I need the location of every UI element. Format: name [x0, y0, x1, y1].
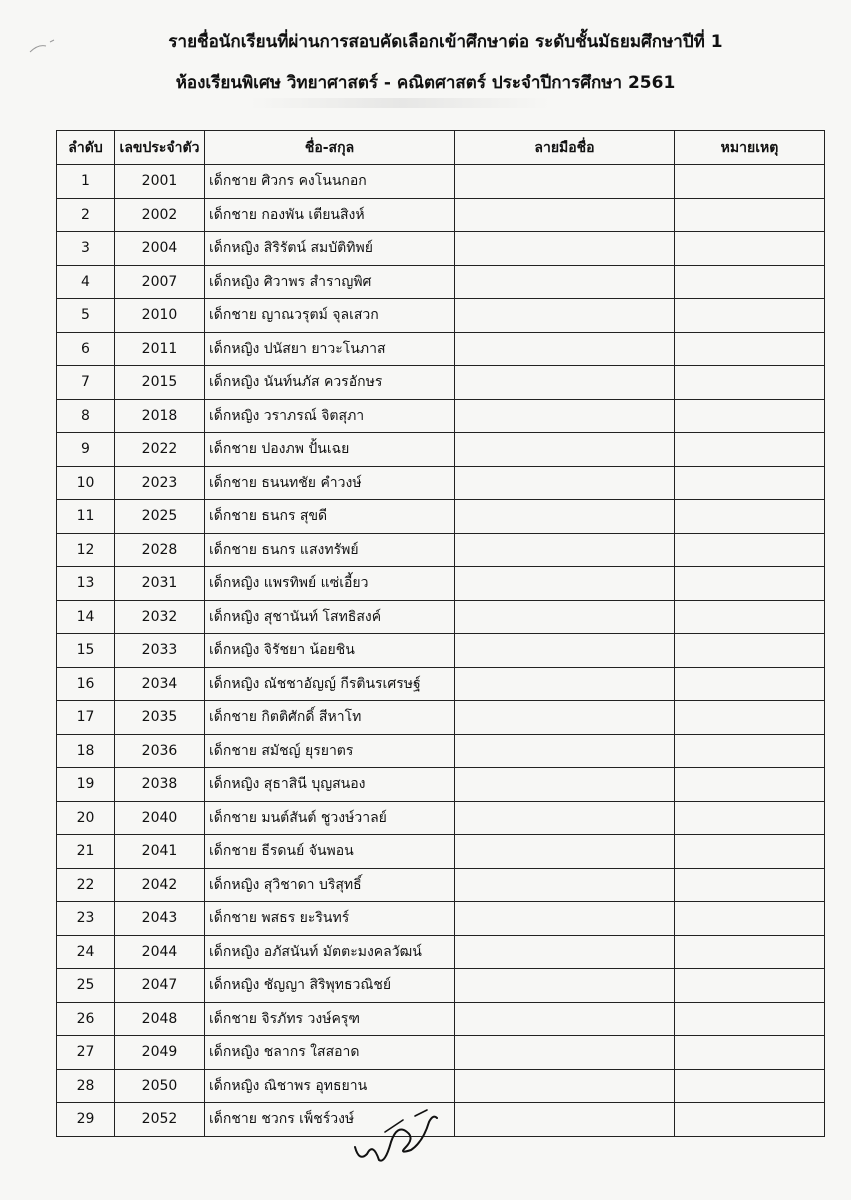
row-order-cell: 10 — [57, 466, 115, 500]
row-signature-cell — [455, 1103, 675, 1137]
row-order-cell: 18 — [57, 734, 115, 768]
row-remarks-cell — [675, 634, 825, 668]
row-order-cell: 7 — [57, 366, 115, 400]
table-row — [57, 165, 825, 199]
row-remarks-cell — [675, 835, 825, 869]
row-signature-cell — [455, 533, 675, 567]
table-row — [57, 1002, 825, 1036]
row-student-id-cell: 2033 — [115, 634, 205, 668]
row-name-cell: เด็กหญิง ชลากร ใสสอาด — [205, 1036, 455, 1070]
row-student-id-cell: 2011 — [115, 332, 205, 366]
row-signature-cell — [455, 935, 675, 969]
row-signature-cell — [455, 165, 675, 199]
column-header-name: ชื่อ-สกุล — [205, 131, 455, 165]
row-name-cell: เด็กหญิง ชัญญา สิริพุทธวณิชย์ — [205, 969, 455, 1003]
row-signature-cell — [455, 1069, 675, 1103]
table-row — [57, 500, 825, 534]
table-row — [57, 466, 825, 500]
row-order-cell: 12 — [57, 533, 115, 567]
row-student-id-cell: 2050 — [115, 1069, 205, 1103]
column-header-order: ลำดับ — [57, 131, 115, 165]
row-signature-cell — [455, 600, 675, 634]
row-name-cell: เด็กชาย สมัชญ์ ยุรยาตร — [205, 734, 455, 768]
row-signature-cell — [455, 399, 675, 433]
row-student-id-cell: 2036 — [115, 734, 205, 768]
table-row — [57, 533, 825, 567]
row-remarks-cell — [675, 533, 825, 567]
table-row — [57, 433, 825, 467]
row-name-cell: เด็กหญิง อภัสนันท์ มัตตะมงคลวัฒน์ — [205, 935, 455, 969]
row-remarks-cell — [675, 232, 825, 266]
row-name-cell: เด็กชาย ปองภพ ปั้นเฉย — [205, 433, 455, 467]
row-signature-cell — [455, 198, 675, 232]
row-remarks-cell — [675, 433, 825, 467]
row-remarks-cell — [675, 366, 825, 400]
row-student-id-cell: 2018 — [115, 399, 205, 433]
row-student-id-cell: 2049 — [115, 1036, 205, 1070]
table-row — [57, 935, 825, 969]
column-header-student-id: เลขประจำตัว — [115, 131, 205, 165]
row-student-id-cell: 2032 — [115, 600, 205, 634]
row-name-cell: เด็กชาย กองพัน เตียนสิงห์ — [205, 198, 455, 232]
row-name-cell: เด็กหญิง สุชานันท์ โสทธิสงค์ — [205, 600, 455, 634]
row-order-cell: 28 — [57, 1069, 115, 1103]
row-name-cell: เด็กหญิง ศิวาพร สำราญพิศ — [205, 265, 455, 299]
row-order-cell: 26 — [57, 1002, 115, 1036]
row-name-cell: เด็กหญิง ณิชาพร อุทธยาน — [205, 1069, 455, 1103]
row-name-cell: เด็กหญิง ณัชชาอัญญ์ กีรตินรเศรษฐ์ — [205, 667, 455, 701]
table-row — [57, 600, 825, 634]
row-remarks-cell — [675, 868, 825, 902]
row-name-cell: เด็กหญิง สุธาสินี บุญสนอง — [205, 768, 455, 802]
row-signature-cell — [455, 1002, 675, 1036]
row-order-cell: 22 — [57, 868, 115, 902]
table-row — [57, 667, 825, 701]
document-title-line-2: ห้องเรียนพิเศษ วิทยาศาสตร์ - คณิตศาสตร์ ประจำปีการศึกษา 2561 — [175, 73, 676, 93]
row-student-id-cell: 2043 — [115, 902, 205, 936]
table-row — [57, 265, 825, 299]
row-signature-cell — [455, 299, 675, 333]
row-remarks-cell — [675, 1103, 825, 1137]
row-signature-cell — [455, 366, 675, 400]
column-header-signature: ลายมือชื่อ — [455, 131, 675, 165]
row-order-cell: 17 — [57, 701, 115, 735]
handwritten-signature — [345, 1102, 445, 1172]
row-order-cell: 3 — [57, 232, 115, 266]
row-remarks-cell — [675, 265, 825, 299]
row-student-id-cell: 2025 — [115, 500, 205, 534]
row-signature-cell — [455, 902, 675, 936]
row-signature-cell — [455, 734, 675, 768]
row-student-id-cell: 2048 — [115, 1002, 205, 1036]
table-row — [57, 768, 825, 802]
row-name-cell: เด็กชาย พสธร ยะรินทร์ — [205, 902, 455, 936]
row-student-id-cell: 2022 — [115, 433, 205, 467]
table-row — [57, 1069, 825, 1103]
row-student-id-cell: 2002 — [115, 198, 205, 232]
row-student-id-cell: 2001 — [115, 165, 205, 199]
row-student-id-cell: 2010 — [115, 299, 205, 333]
document-title-line-1: รายชื่อนักเรียนที่ผ่านการสอบคัดเลือกเข้าศึกษาต่อ ระดับชั้นมัธยมศึกษาปีที่ 1 — [168, 32, 723, 52]
table-row — [57, 701, 825, 735]
row-name-cell: เด็กหญิง นันท์นภัส ควรอักษร — [205, 366, 455, 400]
row-student-id-cell: 2052 — [115, 1103, 205, 1137]
row-student-id-cell: 2015 — [115, 366, 205, 400]
row-order-cell: 16 — [57, 667, 115, 701]
row-signature-cell — [455, 433, 675, 467]
table-row — [57, 399, 825, 433]
row-student-id-cell: 2047 — [115, 969, 205, 1003]
row-student-id-cell: 2042 — [115, 868, 205, 902]
row-student-id-cell: 2044 — [115, 935, 205, 969]
row-signature-cell — [455, 801, 675, 835]
table-row — [57, 366, 825, 400]
row-remarks-cell — [675, 399, 825, 433]
row-name-cell: เด็กหญิง วราภรณ์ จิตสุภา — [205, 399, 455, 433]
row-remarks-cell — [675, 500, 825, 534]
row-student-id-cell: 2007 — [115, 265, 205, 299]
row-name-cell: เด็กหญิง จิรัชยา น้อยชิน — [205, 634, 455, 668]
row-student-id-cell: 2028 — [115, 533, 205, 567]
row-order-cell: 27 — [57, 1036, 115, 1070]
row-remarks-cell — [675, 299, 825, 333]
row-signature-cell — [455, 1036, 675, 1070]
row-student-id-cell: 2035 — [115, 701, 205, 735]
row-signature-cell — [455, 567, 675, 601]
column-header-remarks: หมายเหตุ — [675, 131, 825, 165]
table-row — [57, 634, 825, 668]
row-remarks-cell — [675, 935, 825, 969]
row-name-cell: เด็กหญิง แพรทิพย์ แซ่เอี้ยว — [205, 567, 455, 601]
table-row — [57, 1036, 825, 1070]
row-signature-cell — [455, 667, 675, 701]
row-student-id-cell: 2040 — [115, 801, 205, 835]
table-row — [57, 835, 825, 869]
row-signature-cell — [455, 868, 675, 902]
table-row — [57, 868, 825, 902]
row-name-cell: เด็กชาย ธนกร สุขดี — [205, 500, 455, 534]
table-row — [57, 801, 825, 835]
row-order-cell: 21 — [57, 835, 115, 869]
row-signature-cell — [455, 265, 675, 299]
row-student-id-cell: 2041 — [115, 835, 205, 869]
row-remarks-cell — [675, 801, 825, 835]
row-order-cell: 4 — [57, 265, 115, 299]
row-remarks-cell — [675, 734, 825, 768]
row-signature-cell — [455, 835, 675, 869]
row-remarks-cell — [675, 667, 825, 701]
row-signature-cell — [455, 232, 675, 266]
row-order-cell: 8 — [57, 399, 115, 433]
row-order-cell: 19 — [57, 768, 115, 802]
row-signature-cell — [455, 332, 675, 366]
row-remarks-cell — [675, 198, 825, 232]
row-name-cell: เด็กชาย ศิวกร คงโนนกอก — [205, 165, 455, 199]
row-remarks-cell — [675, 332, 825, 366]
table-header-row — [57, 131, 825, 165]
row-name-cell: เด็กชาย กิตติศักดิ์ สีหาโท — [205, 701, 455, 735]
row-remarks-cell — [675, 1002, 825, 1036]
row-student-id-cell: 2023 — [115, 466, 205, 500]
row-student-id-cell: 2004 — [115, 232, 205, 266]
row-remarks-cell — [675, 165, 825, 199]
row-order-cell: 13 — [57, 567, 115, 601]
row-order-cell: 9 — [57, 433, 115, 467]
row-order-cell: 11 — [57, 500, 115, 534]
row-order-cell: 24 — [57, 935, 115, 969]
row-student-id-cell: 2031 — [115, 567, 205, 601]
row-signature-cell — [455, 634, 675, 668]
row-remarks-cell — [675, 1036, 825, 1070]
row-remarks-cell — [675, 969, 825, 1003]
row-order-cell: 20 — [57, 801, 115, 835]
row-order-cell: 2 — [57, 198, 115, 232]
student-roster-table — [56, 130, 825, 1137]
row-name-cell: เด็กหญิง สิริรัตน์ สมบัติทิพย์ — [205, 232, 455, 266]
row-remarks-cell — [675, 902, 825, 936]
row-student-id-cell: 2038 — [115, 768, 205, 802]
row-student-id-cell: 2034 — [115, 667, 205, 701]
row-order-cell: 1 — [57, 165, 115, 199]
row-order-cell: 25 — [57, 969, 115, 1003]
row-signature-cell — [455, 701, 675, 735]
table-row — [57, 969, 825, 1003]
table-row — [57, 299, 825, 333]
row-order-cell: 29 — [57, 1103, 115, 1137]
row-name-cell: เด็กชาย ญาณวรุตม์ จุลเสวก — [205, 299, 455, 333]
row-name-cell: เด็กชาย จิรภัทร วงษ์ครุฑ — [205, 1002, 455, 1036]
row-name-cell: เด็กชาย ชวกร เพ็ชร์วงษ์ — [205, 1103, 455, 1137]
row-signature-cell — [455, 768, 675, 802]
row-name-cell: เด็กชาย ธีรดนย์ จันพอน — [205, 835, 455, 869]
row-order-cell: 23 — [57, 902, 115, 936]
row-signature-cell — [455, 500, 675, 534]
table-row — [57, 332, 825, 366]
row-name-cell: เด็กชาย ธนกร แสงทรัพย์ — [205, 533, 455, 567]
row-order-cell: 15 — [57, 634, 115, 668]
row-name-cell: เด็กหญิง สุวิชาดา บริสุทธิ์ — [205, 868, 455, 902]
row-name-cell: เด็กหญิง ปนัสยา ยาวะโนภาส — [205, 332, 455, 366]
row-remarks-cell — [675, 768, 825, 802]
table-row — [57, 198, 825, 232]
row-remarks-cell — [675, 701, 825, 735]
row-remarks-cell — [675, 600, 825, 634]
row-name-cell: เด็กชาย ธนนทชัย คำวงษ์ — [205, 466, 455, 500]
row-remarks-cell — [675, 1069, 825, 1103]
row-order-cell: 6 — [57, 332, 115, 366]
bleed-through-mark — [250, 98, 550, 108]
row-order-cell: 14 — [57, 600, 115, 634]
row-order-cell: 5 — [57, 299, 115, 333]
row-signature-cell — [455, 969, 675, 1003]
row-name-cell: เด็กชาย มนต์สันต์ ชูวงษ์วาลย์ — [205, 801, 455, 835]
row-remarks-cell — [675, 466, 825, 500]
row-remarks-cell — [675, 567, 825, 601]
table-row — [57, 902, 825, 936]
table-row — [57, 734, 825, 768]
row-signature-cell — [455, 466, 675, 500]
table-row — [57, 567, 825, 601]
table-row — [57, 232, 825, 266]
